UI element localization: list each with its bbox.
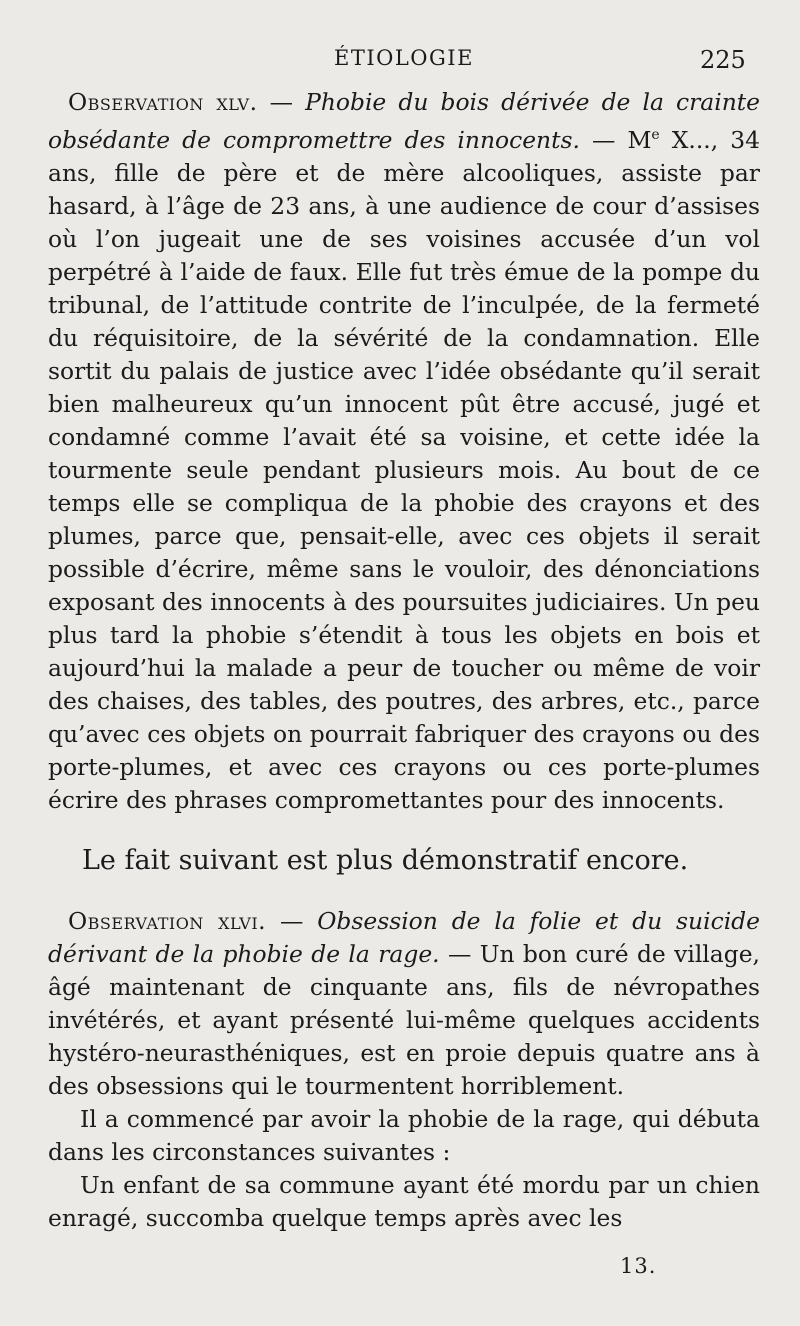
- dash: —: [266, 907, 318, 935]
- observation-title: Obsession de la folie et du suicide dérivant de la phobie de la rage.: [48, 907, 760, 968]
- signature-mark: 13.: [620, 1254, 657, 1278]
- dash: —: [257, 88, 306, 116]
- page-number: 225: [700, 46, 746, 74]
- observation-title: Phobie du bois dérivée de la crainte obsédante de compromettre des innocents.: [48, 88, 761, 154]
- observation-label: Observation xlvi.: [68, 907, 267, 935]
- observation-label: Observation xlv.: [68, 88, 258, 116]
- observation-text: X..., 34 ans, fille de père et de mère alcooliques, assiste par hasard, à l’âge de 23 ans, à une audience de cour d’assises où l’on jugeait une de ses voisines accusée d’un vol perpétré à l’aide de faux. Elle fut très émue de la pompe du tribunal, de l’attitude contrite de l’inculpée, de la fermeté du réquisitoire, de la sévérité de la condamnation. Elle sortit du palais de justice avec l’idée obsédante qu’il serait bien malheureux qu’un innocent pût être accusé, jugé et condamné comme l’avait été sa voisine, et cette idée la tourmente seule pendant plusieurs mois. Au bout de ce temps elle se compliqua de la phobie des crayons et des plumes, parce que, pensait-elle, avec ces objets il serait possible d’écrire, même sans le vouloir, des dénonciations exposant des innocents à des poursuites judiciaires. Un peu plus tard la phobie s’étendit à tous les objets en bois et aujourd’hui la malade a peur de toucher ou même de voir des chaises, des tables, des poutres, des arbres, etc., parce qu’avec ces objets on pourrait fabriquer des crayons ou des porte-plumes, et avec ces crayons ou ces porte-plumes écrire des phrases compromettantes pour des innocents.: [48, 126, 760, 814]
- observation-45: [48, 86, 760, 817]
- dash: — M: [579, 126, 652, 154]
- observation-46: [48, 905, 760, 1103]
- observation-text: — Un bon curé de village, âgé maintenant de cinquante ans, fils de névropathes invétérés, et ayant présenté lui-même quelques accidents hystéro-neurasthéniques, est en proie depuis quatre ans à des obsessions qui le tourmentent horriblement.: [48, 940, 760, 1100]
- body-text: [48, 86, 760, 1235]
- paragraph: Un enfant de sa commune ayant été mordu par un chien enragé, succomba quelque temps après avec les: [48, 1171, 760, 1232]
- page-header: [0, 42, 800, 78]
- superscript: e: [651, 127, 660, 143]
- paragraph: Il a commencé par avoir la phobie de la rage, qui débuta dans les circonstances suivantes :: [48, 1105, 760, 1166]
- transition-sentence: Le fait suivant est plus démonstratif encore.: [82, 845, 689, 876]
- running-title: ÉTIOLOGIE: [334, 46, 474, 70]
